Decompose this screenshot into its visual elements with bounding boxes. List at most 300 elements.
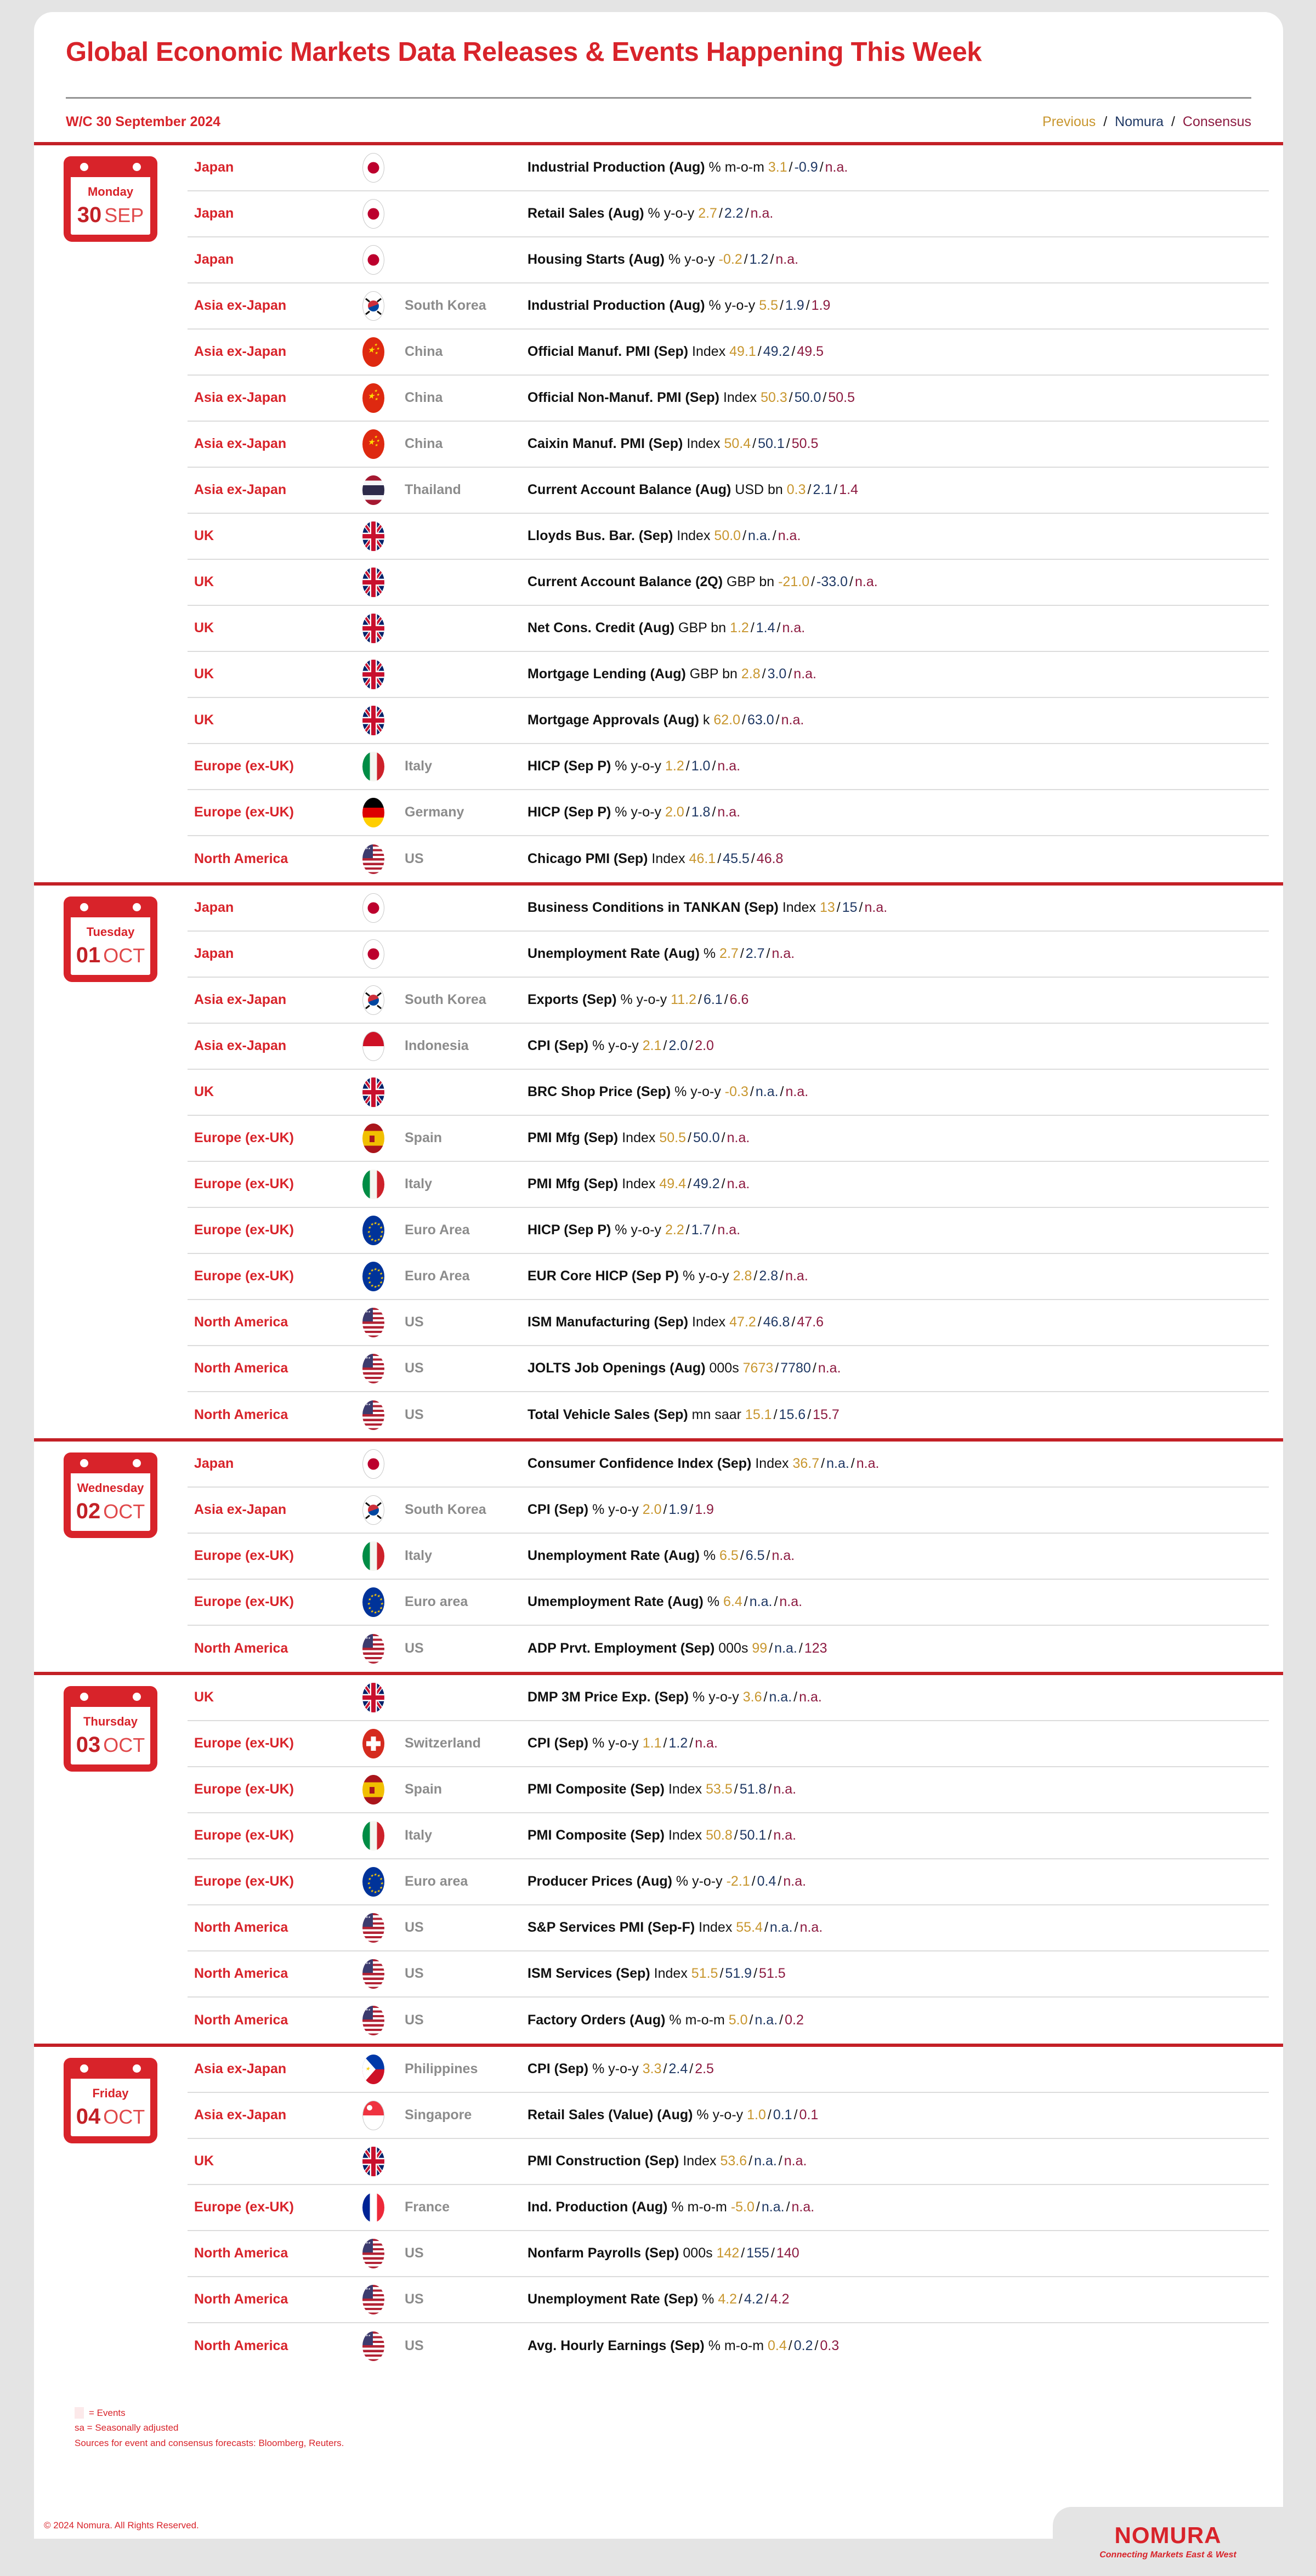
row-value-separator-2: / [798,1641,803,1656]
row-value-nomura: 50.1 [758,436,785,452]
row-value-nomura: 1.8 [691,804,711,820]
row-event-name: Mortgage Approvals (Aug) [527,712,699,728]
row-country: Euro Area [405,1268,470,1284]
row-event-name: PMI Construction (Sep) [527,2153,679,2169]
uk-flag [354,660,393,689]
china-flag: ★ ★ ★ ★ [354,429,393,459]
table-row[interactable] [188,1534,1269,1580]
row-value-separator-1: / [821,1456,825,1472]
table-row[interactable] [188,1254,1269,1300]
row-event [527,1084,1269,1100]
row-region: Europe (ex-UK) [194,1176,294,1192]
table-row[interactable] [188,886,1269,932]
row-value-previous: 99 [752,1641,768,1656]
row-value-nomura: n.a. [755,2012,778,2028]
row-value-separator-1: / [789,160,793,175]
day-rows [188,145,1283,882]
footnote-events-label: = Events [89,2407,126,2418]
row-value-nomura: 2.2 [724,206,744,222]
row-event [527,712,1269,728]
row-event [527,758,1269,774]
table-row[interactable] [188,836,1269,882]
table-row[interactable] [188,790,1269,836]
row-event-unit: Index [692,1314,726,1330]
row-region: North America [194,2245,288,2261]
us-flag [354,1400,393,1430]
row-value-separator-1: / [718,206,723,222]
day-block [34,1672,1283,2044]
row-event-name: Consumer Confidence Index (Sep) [527,1456,752,1472]
row-event-name: Retail Sales (Aug) [527,206,644,222]
row-event [527,344,1269,360]
row-value-previous: 53.5 [706,1781,733,1797]
calendar-month: OCT [103,944,145,967]
row-value-separator-2: / [778,2153,782,2169]
south-korea-flag [354,985,393,1015]
row-value-nomura: 0.2 [793,2338,813,2354]
row-event-name: ISM Manufacturing (Sep) [527,1314,689,1330]
table-row[interactable] [188,514,1269,560]
uk-flag [354,614,393,643]
row-region: Europe (ex-UK) [194,1735,294,1751]
row-region: Japan [194,206,234,222]
row-value-separator-2: / [819,160,824,175]
row-value-nomura: 6.5 [745,1548,765,1564]
table-row[interactable] [188,1905,1269,1951]
table-row[interactable] [188,468,1269,514]
japan-flag [354,153,393,183]
row-event-name: Factory Orders (Aug) [527,2012,666,2028]
table-row[interactable] [188,1208,1269,1254]
row-event-unit: % [703,946,716,962]
thailand-flag [354,475,393,505]
row-value-previous: 7673 [742,1360,774,1376]
table-row[interactable] [188,1442,1269,1488]
row-value-separator-1: / [789,390,793,406]
nomura-logo [1053,2507,1283,2576]
table-row[interactable] [188,698,1269,744]
row-event [527,1407,1269,1423]
row-event [527,1689,1269,1705]
row-value-separator-2: / [780,1268,784,1284]
japan-flag [354,893,393,923]
us-flag [354,844,393,874]
row-event [527,1641,1269,1656]
row-event-unit: Index [651,851,685,867]
row-value-previous: 36.7 [792,1456,820,1472]
row-event [527,2061,1269,2077]
row-value-previous: 4.2 [718,2291,738,2307]
row-event-unit: % m-o-m [669,2012,725,2028]
table-row[interactable] [188,652,1269,698]
table-row[interactable] [188,1488,1269,1534]
row-value-separator-1: / [807,482,812,498]
row-value-consensus: n.a. [854,574,878,590]
row-value-previous: 49.1 [729,344,756,360]
table-row[interactable] [188,2047,1269,2093]
row-event [527,1038,1269,1054]
row-region: Asia ex-Japan [194,344,287,360]
row-value-previous: -2.1 [726,1874,750,1890]
row-country: South Korea [405,1502,486,1518]
row-event-unit: % y-o-y [620,992,667,1008]
row-region: Europe (ex-UK) [194,804,294,820]
day-rows [188,1675,1283,2044]
table-row[interactable] [188,1998,1269,2044]
row-value-previous: 1.1 [642,1735,662,1751]
row-value-consensus: 6.6 [729,992,749,1008]
row-value-nomura: 1.2 [668,1735,688,1751]
row-event-unit: Index [755,1456,789,1472]
japan-flag [354,199,393,229]
row-country: Spain [405,1781,443,1797]
row-event-name: Net Cons. Credit (Aug) [527,620,675,636]
table-row[interactable] [188,1951,1269,1998]
row-value-previous: 50.8 [706,1828,733,1843]
row-value-separator-2: / [814,2338,819,2354]
row-value-consensus: 51.5 [759,1966,786,1982]
row-value-previous: 15.1 [745,1407,772,1423]
calendar-hole-right-icon [133,2064,141,2073]
row-value-separator-1: / [719,1966,724,1982]
row-region: North America [194,1407,288,1423]
row-region: North America [194,2338,288,2354]
row-region: North America [194,1920,288,1936]
row-event-unit: % y-o-y [708,298,756,314]
row-value-separator-1: / [749,2012,753,2028]
row-country: US [405,2245,424,2261]
row-event-unit: % m-o-m [671,2199,727,2215]
row-value-consensus: n.a. [781,712,804,728]
table-row[interactable] [188,978,1269,1024]
row-region: Europe (ex-UK) [194,1222,294,1238]
table-row[interactable] [188,1675,1269,1721]
row-value-previous: -0.3 [724,1084,748,1100]
table-row[interactable] [188,560,1269,606]
row-event-unit: Index [692,344,726,360]
table-row[interactable] [188,2231,1269,2277]
row-value-nomura: 6.1 [703,992,723,1008]
row-value-consensus: n.a. [785,1268,808,1284]
row-event-unit: 000s [709,1360,739,1376]
row-event-unit: USD bn [735,482,783,498]
calendar-column [34,2047,188,2143]
row-value-consensus: 50.5 [828,390,855,406]
row-value-nomura: n.a. [761,2199,785,2215]
row-value-previous: 0.3 [786,482,806,498]
row-value-separator-2: / [770,252,774,268]
row-value-consensus: n.a. [695,1735,718,1751]
row-value-separator-1: / [788,2338,792,2354]
switzerland-flag [354,1729,393,1758]
row-event-name: Total Vehicle Sales (Sep) [527,1407,688,1423]
italy-flag [354,752,393,781]
row-event [527,482,1269,498]
table-row[interactable] [188,1813,1269,1859]
row-event-name: Ind. Production (Aug) [527,2199,668,2215]
row-value-separator-1: / [769,1641,773,1656]
row-value-previous: 50.5 [659,1130,687,1146]
row-event-name: DMP 3M Price Exp. (Sep) [527,1689,689,1705]
calendar-column [34,886,188,982]
row-value-consensus: 1.4 [839,482,858,498]
row-value-nomura: 1.0 [691,758,711,774]
row-event-name: Industrial Production (Aug) [527,160,705,175]
row-value-nomura: n.a. [826,1456,849,1472]
row-value-consensus: n.a. [727,1176,750,1192]
row-value-previous: 13 [819,900,835,916]
row-value-previous: -5.0 [730,2199,755,2215]
row-value-nomura: 50.1 [739,1828,767,1843]
row-region: Japan [194,900,234,916]
row-region: North America [194,2291,288,2307]
japan-flag [354,245,393,275]
row-value-separator-2: / [689,1502,694,1518]
table-row[interactable] [188,330,1269,376]
calendar-header-bar [64,1452,157,1473]
row-country: China [405,436,443,452]
row-event-unit: Index [622,1176,656,1192]
row-value-separator-1: / [753,1268,758,1284]
row-value-previous: 0.4 [768,2338,787,2354]
row-value-separator-2: / [776,620,781,636]
calendar-month: OCT [103,1500,145,1523]
row-value-previous: 142 [716,2245,740,2261]
calendar-hole-right-icon [133,903,141,911]
table-row[interactable] [188,283,1269,330]
row-region: Europe (ex-UK) [194,2199,294,2215]
us-flag [354,2239,393,2268]
row-value-nomura: 51.8 [739,1781,767,1797]
table-row[interactable] [188,1116,1269,1162]
row-event-name: ISM Services (Sep) [527,1966,650,1982]
row-event [527,900,1269,916]
row-value-nomura: n.a. [769,1920,793,1936]
table-row[interactable] [188,1626,1269,1672]
row-value-nomura: 2.0 [668,1038,688,1054]
row-event-unit: % y-o-y [696,2107,744,2123]
row-value-consensus: n.a. [773,1781,797,1797]
row-event-name: Current Account Balance (Aug) [527,482,731,498]
row-region: North America [194,2012,288,2028]
calendar-weekday: Friday [92,2086,129,2100]
row-event-unit: % y-o-y [648,206,695,222]
row-event-unit: mn saar [691,1407,741,1423]
table-row[interactable] [188,2185,1269,2231]
calendar-weekday: Monday [87,184,134,198]
row-event-unit: GBP bn [678,620,727,636]
row-country: Indonesia [405,1038,469,1054]
table-row[interactable] [188,1859,1269,1905]
row-value-separator-1: / [740,946,744,962]
day-block [34,882,1283,1438]
row-value-consensus: 123 [804,1641,827,1656]
row-region: UK [194,666,214,682]
row-value-previous: 2.8 [733,1268,752,1284]
row-event [527,390,1269,406]
row-value-separator-2: / [712,758,716,774]
calendar-hole-right-icon [133,1693,141,1701]
row-event [527,160,1269,175]
row-event [527,298,1269,314]
row-value-consensus: n.a. [799,1689,822,1705]
row-event-unit: GBP bn [727,574,775,590]
row-value-nomura: 50.0 [794,390,821,406]
row-value-separator-1: / [685,804,690,820]
row-value-nomura: -0.9 [794,160,818,175]
row-event [527,620,1269,636]
row-value-previous: 2.0 [665,804,684,820]
row-event-unit: % y-o-y [592,1735,639,1751]
row-region: North America [194,851,288,867]
table-row[interactable] [188,2093,1269,2139]
eu-flag: ★ ★ ★ ★ ★ ★ ★ ★ ★ ★ ★ ★ [354,1867,393,1897]
row-value-separator-2: / [786,2199,790,2215]
row-value-nomura: 1.9 [668,1502,688,1518]
table-row[interactable] [188,145,1269,191]
row-value-separator-2: / [833,482,838,498]
row-event-unit: Index [622,1130,656,1146]
calendar-icon [64,897,157,982]
row-value-separator-2: / [822,390,827,406]
table-row[interactable] [188,1070,1269,1116]
table-row[interactable] [188,744,1269,790]
row-value-nomura: 155 [746,2245,769,2261]
table-row[interactable] [188,606,1269,652]
row-value-nomura: 2.4 [668,2061,688,2077]
row-country: China [405,344,443,360]
row-region: Europe (ex-UK) [194,1268,294,1284]
row-country: Euro area [405,1874,468,1890]
calendar-hole-left-icon [80,163,88,171]
calendar-hole-right-icon [133,1459,141,1467]
report-header [34,12,1283,142]
event-color-swatch-icon [75,2407,84,2419]
row-event-unit: Index [687,436,721,452]
row-value-separator-2: / [770,2245,775,2261]
row-event [527,2153,1269,2169]
table-row[interactable] [188,237,1269,283]
row-value-separator-2: / [775,712,780,728]
row-event-unit: Index [699,1920,733,1936]
row-country: US [405,2338,424,2354]
table-row[interactable] [188,1162,1269,1208]
row-value-separator-1: / [685,1222,690,1238]
row-value-previous: 50.4 [724,436,751,452]
table-row[interactable] [188,2277,1269,2323]
calendar-icon [64,2058,157,2143]
row-value-separator-2: / [764,2291,769,2307]
table-row[interactable] [188,932,1269,978]
table-row[interactable] [188,376,1269,422]
row-value-consensus: 49.5 [797,344,824,360]
row-value-separator-1: / [685,758,690,774]
row-region: Europe (ex-UK) [194,1828,294,1843]
row-value-separator-1: / [767,2107,772,2123]
row-event [527,804,1269,820]
row-event-name: JOLTS Job Openings (Aug) [527,1360,706,1376]
row-value-previous: 2.0 [642,1502,662,1518]
row-value-separator-2: / [721,1130,725,1146]
japan-flag [354,1449,393,1479]
row-value-separator-2: / [780,1084,784,1100]
row-event [527,2291,1269,2307]
row-country: US [405,1407,424,1423]
row-region: Europe (ex-UK) [194,1781,294,1797]
row-value-consensus: 15.7 [813,1407,839,1423]
calendar-date [76,1500,145,1522]
row-event-unit: % y-o-y [592,1038,639,1054]
row-value-separator-2: / [794,1920,798,1936]
row-event [527,1268,1269,1284]
nomura-logo-tagline: Connecting Markets East & West [1099,2550,1236,2560]
row-value-consensus: n.a. [750,206,774,222]
table-row[interactable] [188,422,1269,468]
row-value-nomura: n.a. [774,1641,797,1656]
table-row[interactable] [188,1300,1269,1346]
row-event-unit: Index [677,528,711,544]
table-row[interactable] [188,1580,1269,1626]
row-event [527,574,1269,590]
row-event-name: Lloyds Bus. Bar. (Sep) [527,528,673,544]
table-row[interactable] [188,1721,1269,1767]
table-row[interactable] [188,1346,1269,1392]
row-value-previous: 50.3 [761,390,787,406]
calendar-day-number: 04 [76,2104,101,2129]
china-flag: ★ ★ ★ ★ [354,383,393,413]
row-value-separator-2: / [793,2107,798,2123]
row-value-previous: 5.0 [728,2012,748,2028]
table-row[interactable] [188,1392,1269,1438]
row-event-unit: k [702,712,710,728]
legend-separator-2: / [1171,114,1175,129]
row-value-separator-2: / [712,1222,716,1238]
row-country: Thailand [405,482,461,498]
row-value-separator-1: / [775,1360,779,1376]
row-region: Asia ex-Japan [194,298,287,314]
row-value-separator-1: / [763,1689,768,1705]
row-event-unit: % [707,1594,720,1610]
row-region: Asia ex-Japan [194,2061,287,2077]
row-value-nomura: 2.8 [759,1268,779,1284]
table-row[interactable] [188,1767,1269,1813]
row-value-separator-2: / [721,1176,725,1192]
table-row[interactable] [188,2139,1269,2185]
calendar-weekday: Tuesday [86,924,135,939]
row-event-name: HICP (Sep P) [527,758,611,774]
row-country: US [405,2291,424,2307]
row-value-previous: 1.2 [665,758,684,774]
row-region: UK [194,1084,214,1100]
table-row[interactable] [188,2323,1269,2369]
row-value-consensus: n.a. [779,1594,803,1610]
row-event [527,2245,1269,2261]
row-event [527,1966,1269,1982]
row-region: Japan [194,946,234,962]
calendar-icon [64,1686,157,1772]
row-event-unit: 000s [683,2245,713,2261]
row-value-separator-1: / [742,712,746,728]
table-row[interactable] [188,1024,1269,1070]
south-korea-flag [354,291,393,321]
eu-flag: ★ ★ ★ ★ ★ ★ ★ ★ ★ ★ ★ ★ [354,1587,393,1617]
row-event-name: BRC Shop Price (Sep) [527,1084,671,1100]
row-value-nomura: 7780 [780,1360,811,1376]
copyright-text: © 2024 Nomura. All Rights Reserved. [44,2520,199,2530]
row-value-separator-1: / [752,436,757,452]
row-event [527,1874,1269,1890]
table-row[interactable] [188,191,1269,237]
